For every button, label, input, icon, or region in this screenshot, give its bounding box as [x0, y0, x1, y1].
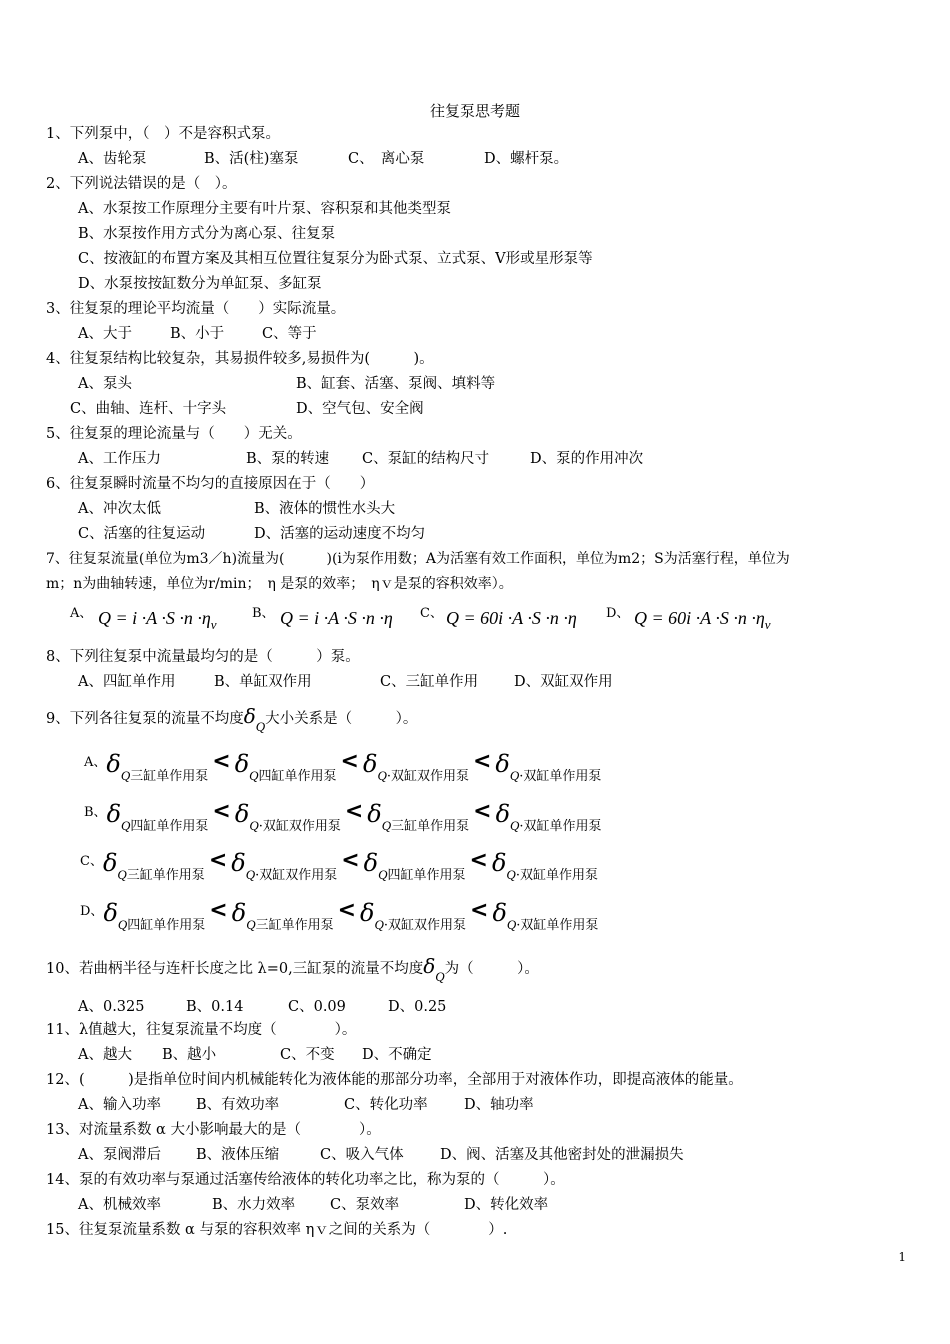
q7-formula-d-text: Q = 60i ·A ·S ·n ·η: [634, 608, 765, 628]
sub-text-16: ·双缸单作用泵: [516, 918, 599, 933]
q3-option-a: A、大于: [78, 326, 132, 342]
question-4: 4、往复泵结构比较复杂，其易损件较多,易损件为( )。: [46, 351, 434, 367]
sub-q-7: Q: [381, 818, 392, 833]
sub-text-2: 四缸单作用泵: [258, 769, 337, 784]
sub-q-2: Q: [249, 768, 259, 783]
q10-stem-b: 为（ ）。: [444, 961, 539, 977]
delta-14: δ: [231, 899, 247, 927]
q9-option-a: [84, 750, 601, 784]
delta-12: δ: [491, 849, 507, 877]
question-9: [46, 706, 417, 737]
sub-text-5: 四缸单作用泵: [130, 819, 209, 834]
question-1: 1、下列泵中，（ ）不是容积式泵。: [46, 126, 280, 142]
q9-option-d: [80, 899, 598, 933]
q9-option-c-label: C、: [80, 854, 103, 869]
sub-q-1: Q: [120, 768, 131, 783]
q10-option-b: B、0.14: [186, 999, 244, 1015]
sub-text-10: ·双缸双作用泵: [255, 868, 338, 883]
sub-text-4: ·双缸单作用泵: [519, 769, 602, 784]
q9-option-d-label: D、: [80, 904, 104, 919]
q5-option-c: C、泵缸的结构尺寸: [362, 451, 490, 467]
sub-text-15: ·双缸双作用泵: [383, 918, 467, 933]
q6-option-a: A、冲次太低: [78, 501, 161, 517]
q7-formula-d-sub: v: [764, 617, 771, 632]
q2-option-c: C、按液缸的布置方案及其相互位置往复泵分为卧式泵、立式泵、V形或星形泵等: [78, 251, 593, 267]
q1-option-a: A、齿轮泵: [78, 151, 147, 167]
q7-formula-a-text: Q = i ·A ·S ·n ·η: [98, 608, 211, 628]
q5-option-d: D、泵的作用冲次: [530, 451, 644, 467]
q7-formula-a-sub: v: [210, 617, 217, 632]
q13-option-b: B、液体压缩: [196, 1147, 280, 1163]
delta-13: δ: [103, 899, 118, 927]
q8-option-d: D、双缸双作用: [514, 674, 613, 690]
q10-stem-a: 10、若曲柄半径与连杆长度之比 λ=0,三缸泵的流量不均度: [46, 961, 424, 977]
delta-11: δ: [363, 849, 379, 877]
q7-option-b-label: B、: [252, 606, 275, 621]
q7-option-d-label: D、: [606, 606, 630, 621]
sub-q-9: Q: [117, 867, 127, 882]
question-13: 13、对流量系数 α 大小影响最大的是（ ）。: [46, 1122, 381, 1138]
sub-text-7: 三缸单作用泵: [391, 819, 470, 834]
q1-option-b: B、活(柱)塞泵: [204, 151, 299, 167]
lt-2: <: [340, 749, 359, 774]
lt-7: <: [208, 848, 228, 873]
q7-formula-d: [634, 608, 771, 633]
delta-1: δ: [106, 750, 121, 778]
q8-option-b: B、单缸双作用: [214, 674, 312, 690]
question-14: 14、泵的有效功率与泵通过活塞传给液体的转化功率之比，称为泵的（ ）。: [46, 1172, 565, 1188]
lt-9: <: [469, 848, 488, 873]
question-7-line2: m；n为曲轴转速，单位为r/min； η 是泵的效率； ηｖ是泵的容积效率）。: [46, 576, 513, 592]
q2-option-a: A、水泵按工作原理分主要有叶片泵、容积泵和其他类型泵: [78, 201, 451, 217]
q7-option-a-label: A、: [70, 606, 93, 621]
delta-8: δ: [495, 800, 511, 828]
q13-option-d: D、阀、活塞及其他密封处的泄漏损失: [440, 1147, 684, 1163]
q13-option-a: A、泵阀滞后: [78, 1147, 161, 1163]
lt-10: <: [209, 898, 228, 923]
question-2: 2、下列说法错误的是（ ）。: [46, 176, 237, 192]
q6-option-c: C、活塞的往复运动: [78, 526, 206, 542]
sub-text-8: ·双缸单作用泵: [519, 819, 602, 834]
sub-text-3: ·双缸双作用泵: [386, 769, 469, 784]
q14-option-d: D、转化效率: [464, 1197, 549, 1213]
sub-q-5: Q: [121, 818, 131, 833]
sub-text-1: 三缸单作用泵: [130, 769, 209, 784]
q9-option-b: [84, 800, 602, 834]
q11-option-c: C、不变: [280, 1047, 335, 1063]
sub-text-12: ·双缸单作用泵: [515, 868, 598, 883]
delta-sub-q: Q: [255, 719, 266, 734]
lt-6: <: [473, 799, 492, 824]
sub-text-13: 四缸单作用泵: [127, 918, 206, 933]
lt-1: <: [212, 749, 231, 774]
page-title: 往复泵思考题: [429, 102, 520, 120]
delta-sub-q10: Q: [435, 969, 445, 984]
q2-option-d: D、水泵按按缸数分为单缸泵、多缸泵: [78, 276, 322, 292]
sub-text-14: 三缸单作用泵: [255, 918, 334, 933]
question-6: 6、往复泵瞬时流量不均匀的直接原因在于（ ）: [46, 476, 375, 492]
q8-option-a: A、四缸单作用: [78, 674, 176, 690]
sub-q-14: Q: [246, 917, 256, 932]
lt-5: <: [344, 799, 364, 824]
q1-option-d: D、螺杆泵。: [484, 151, 569, 167]
sub-text-9: 三缸单作用泵: [126, 868, 205, 883]
q11-option-d: D、不确定: [362, 1047, 432, 1063]
delta-5: δ: [106, 800, 122, 828]
q4-option-d: D、空气包、安全阀: [296, 401, 424, 417]
sub-q-4: Q: [509, 768, 520, 783]
q5-option-a: A、工作压力: [78, 451, 161, 467]
q9-stem-a: 9、下列各往复泵的流量不均度: [46, 711, 244, 727]
sub-q-6: Q: [249, 818, 259, 833]
delta-6: δ: [234, 800, 250, 828]
q11-option-b: B、越小: [162, 1047, 217, 1063]
sub-q-16: Q: [506, 917, 517, 932]
q7-formula-c: Q = 60i ·A ·S ·n ·η: [446, 608, 577, 628]
q8-option-c: C、三缸单作用: [380, 674, 479, 690]
q7-option-c-label: C、: [420, 606, 443, 621]
q13-option-c: C、吸入气体: [320, 1147, 404, 1163]
q6-option-b: B、液体的惯性水头大: [254, 501, 396, 517]
q14-option-b: B、水力效率: [212, 1197, 296, 1213]
q14-option-a: A、机械效率: [78, 1197, 161, 1213]
q6-option-d: D、活塞的运动速度不均匀: [254, 526, 426, 542]
delta-symbol: δ: [243, 704, 256, 728]
q14-option-c: C、泵效率: [330, 1197, 400, 1213]
question-5: 5、往复泵的理论流量与（ ）无关。: [46, 426, 302, 442]
q4-option-a: A、泵头: [78, 376, 132, 392]
delta-2: δ: [234, 750, 250, 778]
q12-option-a: A、输入功率: [78, 1097, 161, 1113]
question-11: 11、λ值越大，往复泵流量不均度（ ）。: [46, 1022, 357, 1038]
question-7-line1: 7、往复泵流量(单位为m3／h)流量为( )(i为泵作用数；A为活塞有效工作面积，单位为m2；S为活塞行程，单位为: [46, 551, 790, 567]
lt-8: <: [341, 848, 360, 873]
q2-option-b: B、水泵按作用方式分为离心泵、往复泵: [78, 226, 336, 242]
page-number: 1: [898, 1250, 906, 1264]
sub-text-11: 四缸单作用泵: [387, 868, 466, 883]
q9-option-a-label: A、: [84, 755, 107, 770]
q4-option-c: C、曲轴、连杆、十字头: [70, 401, 227, 417]
q9-stem-b: 大小关系是（ ）。: [265, 711, 418, 727]
q10-option-d: D、0.25: [388, 999, 447, 1015]
q7-formula-b: Q = i ·A ·S ·n ·η: [280, 608, 393, 628]
q12-option-b: B、有效功率: [196, 1097, 280, 1113]
delta-15: δ: [360, 899, 375, 927]
q3-option-c: C、等于: [262, 326, 317, 342]
lt-3: <: [472, 749, 492, 774]
delta-10: δ: [231, 849, 246, 877]
q10-option-a: A、0.325: [78, 999, 145, 1015]
q12-option-d: D、轴功率: [464, 1097, 534, 1113]
delta-symbol-q10: δ: [423, 954, 436, 978]
sub-q-10: Q: [245, 867, 256, 882]
sub-q-11: Q: [378, 867, 388, 882]
q1-option-c: C、 离心泵: [348, 151, 425, 167]
question-3: 3、往复泵的理论平均流量（ ）实际流量。: [46, 301, 346, 317]
question-12: 12、( )是指单位时间内机械能转化为液体能的那部分功率，全部用于对液体作功，即提高液体的能量。: [46, 1072, 743, 1088]
sub-text-6: ·双缸双作用泵: [258, 819, 341, 834]
sub-q-12: Q: [506, 867, 516, 882]
sub-q-8: Q: [510, 818, 520, 833]
q10-option-c: C、0.09: [288, 999, 346, 1015]
delta-4: δ: [495, 750, 510, 778]
q11-option-a: A、越大: [78, 1047, 132, 1063]
delta-3: δ: [362, 750, 378, 778]
lt-11: <: [337, 898, 357, 923]
question-15: 15、往复泵流量系数 α 与泵的容积效率 ηｖ之间的关系为（ ）.: [46, 1222, 508, 1238]
question-8: 8、下列往复泵中流量最均匀的是（ ）泵。: [46, 649, 360, 665]
q9-option-c: [80, 849, 598, 883]
q9-option-b-label: B、: [84, 805, 107, 820]
q12-option-c: C、转化功率: [344, 1097, 428, 1113]
sub-q-3: Q: [377, 768, 387, 783]
q4-option-b: B、缸套、活塞、泵阀、填料等: [296, 376, 496, 392]
sub-q-15: Q: [374, 917, 384, 932]
delta-16: δ: [492, 899, 507, 927]
q7-formula-a: [98, 608, 217, 633]
sub-q-13: Q: [117, 917, 128, 932]
lt-4: <: [212, 799, 231, 824]
q3-option-b: B、小于: [170, 326, 225, 342]
q5-option-b: B、泵的转速: [246, 451, 330, 467]
question-10: [46, 956, 539, 987]
lt-12: <: [470, 898, 489, 923]
delta-7: δ: [367, 800, 382, 828]
delta-9: δ: [102, 849, 118, 877]
